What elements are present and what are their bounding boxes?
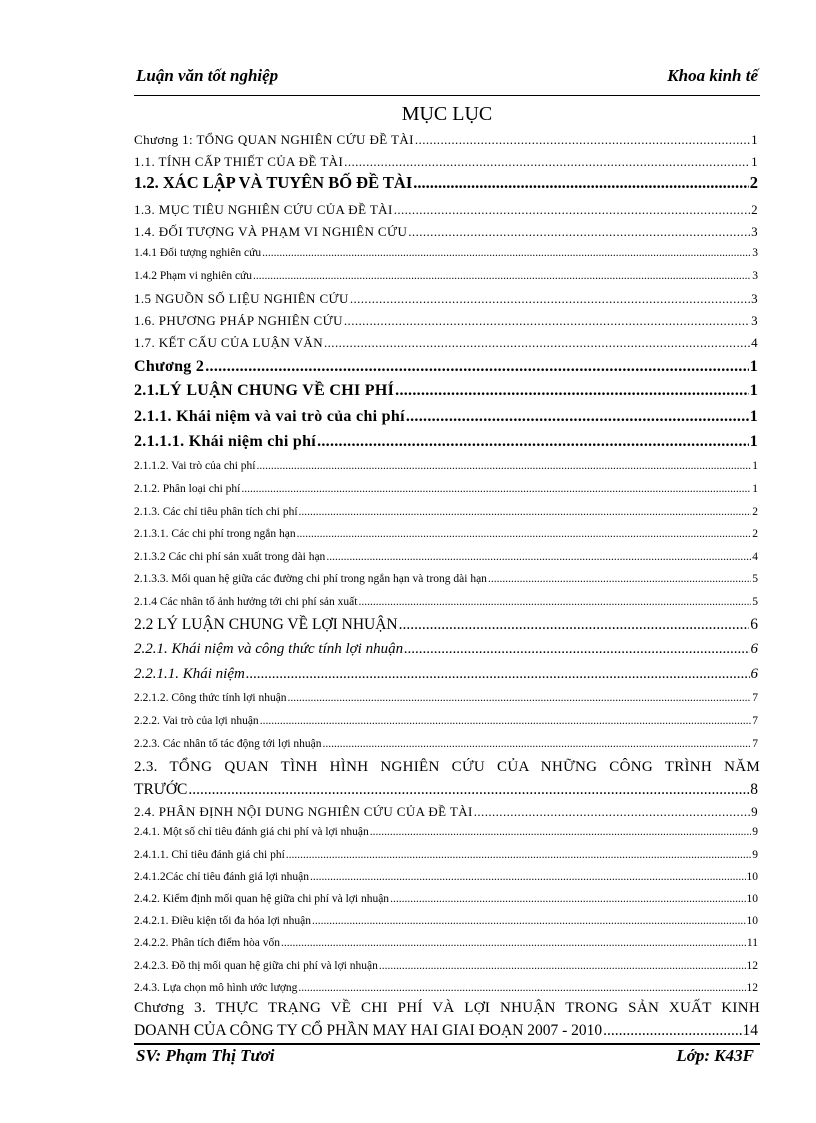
toc-entry-text: 2.2.1.1. Khái niệm	[134, 666, 245, 682]
toc-leader	[288, 693, 752, 705]
toc-entry-text: 2.1.1. Khái niệm và vai trò của chi phí	[134, 408, 405, 425]
toc-entry-page: 7	[752, 738, 758, 750]
toc-leader	[260, 716, 752, 728]
toc-leader	[241, 484, 751, 496]
toc-entry-page: 5	[752, 596, 758, 608]
toc-entry-text: 1.4.1 Đối tượng nghiên cứu	[134, 247, 262, 259]
toc-entry-wrapped-line: Chương 3. THỰC TRẠNG VỀ CHI PHÍ VÀ LỢI NHUẬN TRONG SẢN XUẤT KINH	[134, 1000, 760, 1016]
toc-entry[interactable]	[134, 716, 758, 728]
toc-leader	[310, 872, 745, 884]
toc-entry[interactable]	[134, 155, 758, 168]
toc-leader	[286, 850, 751, 862]
toc-entry-page: 10	[746, 871, 758, 883]
toc-entry-page: 5	[752, 573, 758, 585]
toc-leader	[188, 782, 749, 798]
toc-entry-text: 2.4.2.3. Đồ thị mối quan hệ giữa chi phí và lợi nhuận	[134, 960, 378, 972]
toc-entry-page: 9	[752, 849, 758, 861]
toc-entry-text: DOANH CỦA CÔNG TY CỔ PHẦN MAY HAI GIAI ĐOẠN 2007 - 2010	[134, 1022, 603, 1039]
toc-leader	[474, 805, 750, 818]
toc-entry-text: Chương 2	[134, 358, 205, 375]
toc-entry-page: 12	[746, 960, 758, 972]
toc-entry-page: 4	[751, 335, 758, 350]
toc-entry[interactable]	[134, 961, 758, 973]
toc-entry-text: 1.6. PHƯƠNG PHÁP NGHIÊN CỨU	[134, 313, 343, 328]
toc-entry[interactable]	[134, 872, 758, 884]
toc-entry[interactable]	[134, 271, 758, 283]
toc-entry[interactable]	[134, 782, 758, 798]
toc-entry[interactable]	[134, 693, 758, 705]
toc-entry-text: 2.4.2.1. Điều kiện tối đa hóa lợi nhuận	[134, 915, 311, 927]
toc-entry[interactable]	[134, 850, 758, 862]
toc-entry-page: 2	[752, 528, 758, 540]
toc-entry-page: 3	[751, 291, 758, 306]
toc-leader	[205, 359, 748, 375]
toc-leader	[358, 597, 751, 609]
toc-leader	[344, 155, 750, 168]
toc-entry-page: 1	[752, 460, 758, 472]
footer-class: Lớp: K43F	[676, 1046, 754, 1065]
toc-entry-text: 2.1.2. Phân loại chi phí	[134, 483, 241, 495]
toc-entry-text: 2.2 LÝ LUẬN CHUNG VỀ LỢI NHUẬN	[134, 616, 398, 633]
toc-leader	[299, 507, 752, 519]
toc-leader	[406, 409, 749, 425]
toc-entry-text: 2.2.3. Các nhân tố tác động tới lợi nhuận	[134, 738, 322, 750]
toc-entry[interactable]	[134, 248, 758, 260]
header-thesis-label: Luận văn tốt nghiệp	[136, 66, 279, 85]
toc-entry-page: 1	[749, 408, 758, 425]
footer-rule	[134, 1043, 760, 1045]
toc-entry-text: 2.4.3. Lựa chọn mô hình ước lượng	[134, 982, 298, 994]
toc-entry-page: 3	[752, 247, 758, 259]
toc-entry-text: 2.4.2.2. Phân tích điểm hòa vốn	[134, 937, 280, 949]
toc-entry-page: 2	[749, 173, 758, 192]
toc-leader	[326, 552, 751, 564]
toc-entry[interactable]	[134, 1023, 758, 1039]
toc-entry-text: 2.1.3.3. Mối quan hệ giữa các đường chi phí trong ngắn hạn và trong dài hạn	[134, 573, 487, 585]
toc-entry[interactable]	[134, 292, 758, 305]
toc-entry-text: 2.1.LÝ LUẬN CHUNG VỀ CHI PHÍ	[134, 382, 395, 399]
footer-student-name: SV: Phạm Thị Tươi	[136, 1046, 275, 1065]
toc-entry[interactable]	[134, 667, 758, 682]
toc-leader	[603, 1023, 741, 1039]
toc-entry-text: 1.7. KẾT CẤU CỦA LUẬN VĂN	[134, 335, 323, 350]
toc-entry[interactable]	[134, 894, 758, 906]
toc-entry-page: 7	[752, 692, 758, 704]
toc-entry-page: 9	[751, 804, 758, 819]
toc-entry-text: 2.4.1.1. Chỉ tiêu đánh giá chi phí	[134, 849, 285, 861]
toc-entry-text: 2.1.3.2 Các chi phí sản xuất trong dài hạn	[134, 551, 326, 563]
toc-entry-page: 11	[746, 937, 758, 949]
toc-leader	[395, 383, 749, 399]
toc-entry[interactable]	[134, 552, 758, 564]
toc-entry-page: 12	[746, 982, 758, 994]
toc-entry-page: 10	[746, 893, 758, 905]
toc-entry-text: 1.4.2 Phạm vi nghiên cứu	[134, 270, 253, 282]
toc-leader	[399, 617, 750, 633]
toc-entry[interactable]	[134, 484, 758, 496]
toc-entry[interactable]	[134, 314, 758, 327]
toc-entry-page: 4	[752, 551, 758, 563]
toc-entry-page: 2	[751, 202, 758, 217]
toc-entry[interactable]	[134, 739, 758, 751]
toc-entry-text: TRƯỚC	[134, 781, 188, 798]
toc-leader	[350, 292, 750, 305]
toc-entry[interactable]	[134, 409, 758, 425]
toc-entry-text: 2.4. PHÂN ĐỊNH NỘI DUNG NGHIÊN CỨU CỦA ĐỀ TÀI	[134, 804, 473, 819]
toc-title: MỤC LỤC	[401, 103, 493, 125]
toc-leader	[404, 642, 749, 657]
toc-leader	[344, 314, 750, 327]
toc-leader	[379, 961, 746, 973]
toc-entry-page: 1	[752, 483, 758, 495]
toc-leader	[324, 336, 750, 349]
toc-entry-wrapped-line: 2.3. TỔNG QUAN TÌNH HÌNH NGHIÊN CỨU CỦA NHỮNG CÔNG TRÌNH NĂM	[134, 759, 760, 775]
toc-entry[interactable]	[134, 827, 758, 839]
toc-entry-page: 6	[750, 641, 758, 657]
toc-entry-text: 2.4.2. Kiểm định mối quan hệ giữa chi phí và lợi nhuận	[134, 893, 390, 905]
toc-entry-page: 3	[752, 270, 758, 282]
toc-entry[interactable]	[134, 916, 758, 928]
toc-leader	[256, 461, 751, 473]
toc-entry-text: Chương 1: TỔNG QUAN NGHIÊN CỨU ĐỀ TÀI	[134, 132, 414, 147]
toc-entry[interactable]	[134, 574, 758, 586]
toc-leader	[408, 225, 750, 238]
toc-entry[interactable]	[134, 805, 758, 818]
toc-leader	[281, 938, 746, 950]
toc-entry-page: 14	[742, 1022, 758, 1039]
toc-entry-text: 1.3. MỤC TIÊU NGHIÊN CỨU CỦA ĐỀ TÀI	[134, 202, 393, 217]
toc-entry-text: 1.4. ĐỐI TƯỢNG VÀ PHẠM VI NGHIÊN CỨU	[134, 224, 408, 239]
toc-leader	[394, 203, 750, 216]
toc-leader	[297, 529, 752, 541]
toc-entry-text: 1.2. XÁC LẬP VÀ TUYÊN BỐ ĐỀ TÀI	[134, 173, 413, 192]
toc-entry-text: 2.2.1. Khái niệm và công thức tính lợi nhuận	[134, 641, 404, 657]
toc-entry-text: 2.1.1.2. Vai trò của chi phí	[134, 460, 256, 472]
toc-entry-page: 7	[752, 715, 758, 727]
toc-entry-page: 3	[751, 224, 758, 239]
toc-entry-page: 1	[751, 154, 758, 169]
toc-entry-page: 3	[751, 313, 758, 328]
toc-entry[interactable]	[134, 507, 758, 519]
toc-entry[interactable]	[134, 597, 758, 609]
toc-leader	[390, 894, 745, 906]
toc-leader	[413, 175, 748, 192]
toc-entry[interactable]	[134, 175, 758, 192]
toc-leader	[488, 574, 751, 586]
toc-entry-page: 2	[752, 506, 758, 518]
toc-entry-text: 2.1.1.1. Khái niệm chi phí	[134, 433, 317, 450]
toc-entry[interactable]	[134, 461, 758, 473]
toc-entry-text: 2.1.4 Các nhân tố ảnh hưởng tới chi phí sản xuất	[134, 596, 358, 608]
toc-entry-page: 6	[750, 666, 758, 682]
toc-entry[interactable]	[134, 617, 758, 633]
toc-entry[interactable]	[134, 133, 758, 146]
toc-entry-text: 2.2.2. Vai trò của lợi nhuận	[134, 715, 259, 727]
toc-entry[interactable]	[134, 203, 758, 216]
toc-entry-text: 2.4.1.2Các chỉ tiêu đánh giá lợi nhuận	[134, 871, 310, 883]
toc-entry-page: 1	[749, 382, 758, 399]
toc-entry-page: 1	[751, 132, 758, 147]
toc-leader	[323, 739, 752, 751]
toc-entry-text: 2.4.1. Một số chỉ tiêu đánh giá chi phí và lợi nhuận	[134, 826, 369, 838]
toc-leader	[312, 916, 746, 928]
toc-entry-text: 1.5 NGUỒN SỐ LIỆU NGHIÊN CỨU	[134, 291, 349, 306]
toc-entry[interactable]	[134, 359, 758, 375]
toc-entry[interactable]	[134, 529, 758, 541]
toc-entry-page: 1	[749, 358, 758, 375]
toc-entry-page: 9	[752, 826, 758, 838]
toc-entry[interactable]	[134, 225, 758, 238]
header-faculty-label: Khoa kinh tế	[667, 66, 758, 85]
toc-leader	[298, 983, 745, 995]
toc-leader	[262, 248, 751, 260]
toc-entry-page: 8	[750, 781, 758, 798]
toc-entry[interactable]	[134, 938, 758, 950]
header-rule	[134, 95, 760, 96]
toc-entry-page: 6	[750, 616, 758, 633]
toc-entry-text: 2.2.1.2. Công thức tính lợi nhuận	[134, 692, 287, 704]
toc-entry[interactable]	[134, 383, 758, 399]
toc-leader	[246, 667, 750, 682]
toc-entry-text: 2.1.3. Các chỉ tiêu phân tích chi phí	[134, 506, 298, 518]
toc-entry-text: 1.1. TÍNH CẤP THIẾT CỦA ĐỀ TÀI	[134, 154, 344, 169]
toc-entry-page: 1	[749, 433, 758, 450]
toc-entry[interactable]	[134, 336, 758, 349]
toc-leader	[415, 133, 750, 146]
toc-entry[interactable]	[134, 434, 758, 450]
toc-entry-page: 10	[746, 915, 758, 927]
toc-leader	[253, 271, 751, 283]
toc-leader	[317, 434, 749, 450]
toc-entry-text: 2.1.3.1. Các chi phí trong ngắn hạn	[134, 528, 296, 540]
toc-leader	[370, 827, 751, 839]
toc-entry[interactable]	[134, 983, 758, 995]
toc-entry[interactable]	[134, 642, 758, 657]
